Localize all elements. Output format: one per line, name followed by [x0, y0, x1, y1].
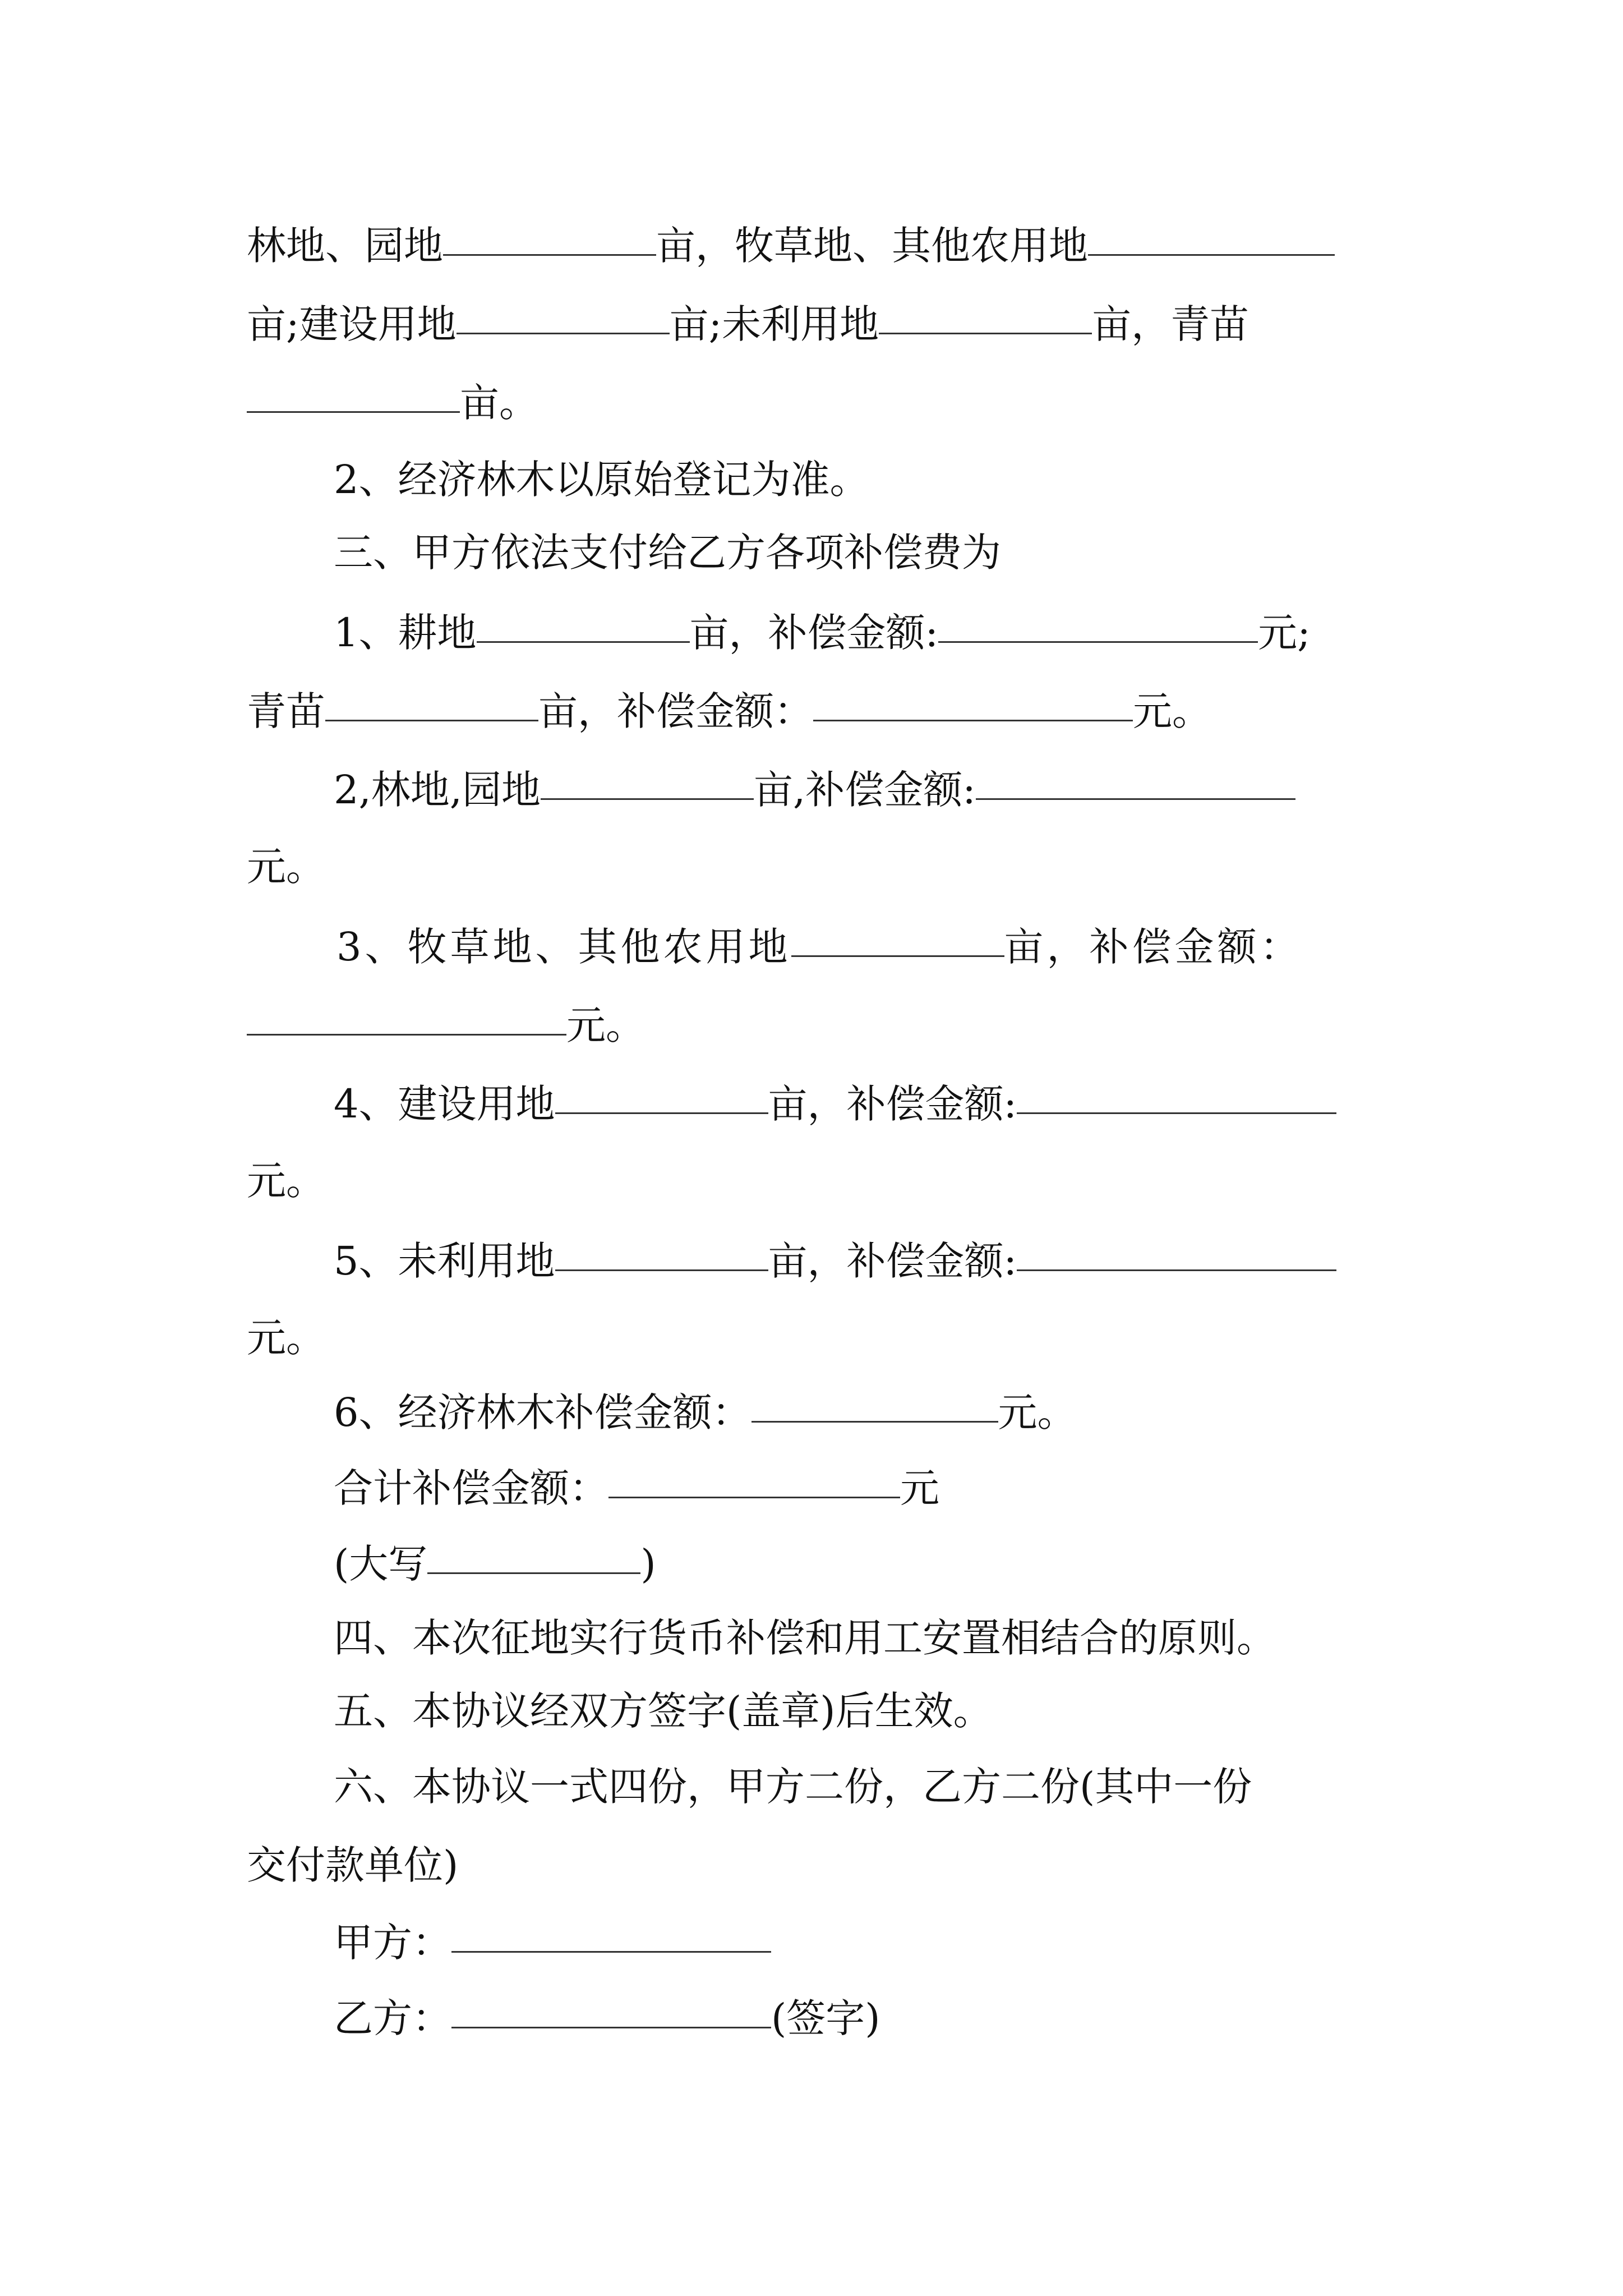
text-segment: (签字): [771, 1995, 880, 2041]
compensation-item-1-seedling: [247, 682, 1211, 738]
text-segment: 亩，补偿金额:: [768, 1081, 1017, 1127]
currency-unit: 元。: [247, 844, 325, 890]
compensation-item-4: [334, 1074, 1336, 1130]
party-a-signature-field[interactable]: [451, 1910, 771, 1953]
party-b-signature: [334, 1989, 880, 2045]
fill-blank[interactable]: [879, 291, 1092, 334]
fill-blank[interactable]: [938, 600, 1258, 643]
text-segment: 元。: [998, 1389, 1077, 1435]
text-segment: 4、建设用地: [334, 1081, 555, 1127]
text-segment: 亩，青苗: [1092, 301, 1249, 347]
text-segment: 亩。: [460, 380, 538, 426]
text-segment: (大写: [334, 1541, 428, 1587]
compensation-item-3: [336, 917, 1303, 973]
text-segment: 亩，补偿金额:: [768, 1238, 1017, 1284]
section-6-line: 六、本协议一式四份，甲方二份，乙方二份(其中一份: [334, 1764, 1252, 1810]
fill-blank[interactable]: [976, 757, 1295, 800]
fill-blank[interactable]: [1017, 1228, 1336, 1271]
fill-blank[interactable]: [608, 1455, 900, 1498]
text-segment: 亩，牧草地、其他农用地: [656, 223, 1088, 269]
compensation-item-2: [334, 760, 1295, 816]
text-segment: 亩;未利用地: [669, 301, 879, 347]
total-compensation: [334, 1458, 939, 1515]
text-segment: 亩，补偿金额：: [1004, 924, 1303, 970]
text-segment: 元。: [1133, 688, 1211, 734]
compensation-item-5: [334, 1231, 1336, 1287]
fill-blank[interactable]: [791, 914, 1004, 957]
currency-unit: 元。: [247, 1158, 325, 1204]
fill-blank[interactable]: [427, 1531, 640, 1574]
land-area-line-3: [247, 373, 538, 429]
text-segment: 青苗: [247, 688, 325, 734]
currency-unit: 元。: [247, 1315, 325, 1361]
text-segment: 亩;建设用地: [247, 301, 457, 347]
text-segment: 6、经济林木补偿金额：: [334, 1389, 751, 1435]
party-b-signature-field[interactable]: [451, 1985, 771, 2028]
text-segment: 3、牧草地、其他农用地: [336, 924, 791, 970]
section-3-heading: 三、甲方依法支付给乙方各项补偿费为: [334, 530, 1001, 576]
fill-blank[interactable]: [1088, 213, 1335, 256]
fill-blank[interactable]: [477, 600, 690, 643]
fill-blank[interactable]: [247, 370, 460, 413]
fill-blank[interactable]: [443, 213, 656, 256]
total-in-words: [334, 1534, 656, 1590]
text-segment: 元;: [1258, 610, 1311, 656]
text-segment: ): [640, 1541, 656, 1587]
text-segment: 5、未利用地: [334, 1238, 555, 1284]
fill-blank[interactable]: [457, 291, 670, 334]
text-segment: 乙方：: [334, 1995, 451, 2041]
fill-blank[interactable]: [555, 1228, 768, 1271]
section-4-line: 四、本次征地实行货币补偿和用工安置相结合的原则。: [334, 1615, 1276, 1661]
text-segment: 合计补偿金额：: [334, 1465, 608, 1511]
section-6-continuation: 交付款单位): [247, 1842, 459, 1888]
text-segment: 林地、园地: [247, 223, 443, 269]
fill-blank[interactable]: [1017, 1071, 1336, 1114]
text-segment: 元: [900, 1465, 939, 1511]
land-area-line-2: [247, 295, 1249, 351]
land-area-line-1: [247, 216, 1335, 272]
compensation-item-1: [334, 603, 1311, 659]
fill-blank[interactable]: [247, 992, 566, 1036]
text-segment: 甲方：: [334, 1920, 451, 1966]
clause-2-line: 2、经济林木以原始登记为准。: [334, 457, 869, 503]
fill-blank[interactable]: [751, 1379, 998, 1423]
text-segment: 元。: [566, 1002, 645, 1048]
compensation-item-3-amount: [247, 996, 645, 1052]
section-5-line: 五、本协议经双方签字(盖章)后生效。: [334, 1688, 993, 1734]
fill-blank[interactable]: [325, 678, 538, 721]
text-segment: 亩，补偿金额：: [538, 688, 813, 734]
party-a-signature: [334, 1913, 771, 1969]
text-segment: 2,林地,园地: [334, 767, 541, 813]
text-segment: 亩,补偿金额:: [754, 767, 976, 813]
text-segment: 1、耕地: [334, 610, 477, 656]
fill-blank[interactable]: [813, 678, 1133, 721]
compensation-item-6: [334, 1383, 1077, 1439]
fill-blank[interactable]: [541, 757, 754, 800]
text-segment: 亩，补偿金额:: [689, 610, 939, 656]
fill-blank[interactable]: [555, 1071, 768, 1114]
